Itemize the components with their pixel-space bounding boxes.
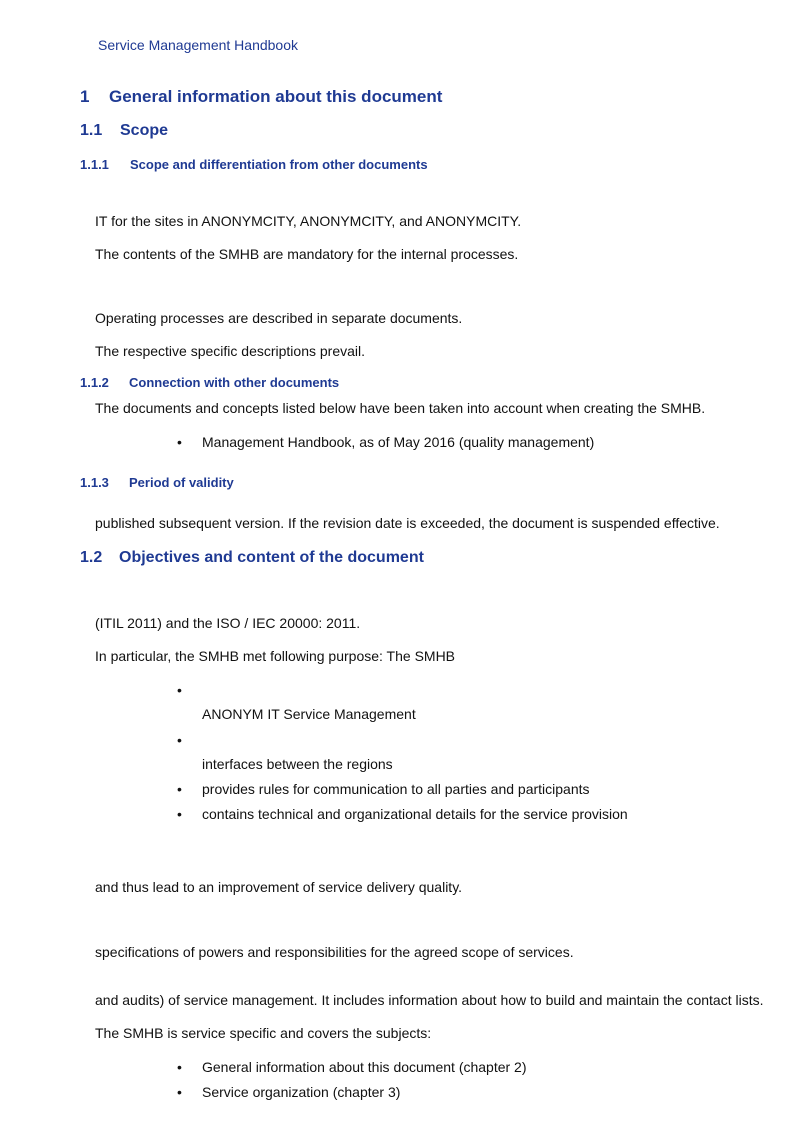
heading-number: 1.1.1 — [80, 157, 109, 172]
list-item — [0, 781, 793, 801]
heading-number: 1.1 — [80, 122, 103, 139]
heading-title: Objectives and content of the document — [119, 549, 424, 566]
heading-title: Period of validity — [129, 475, 234, 490]
list-item-text: Management Handbook, as of May 2016 (quality management) — [202, 434, 595, 450]
list-item — [0, 732, 793, 772]
bullet-icon: • — [177, 1084, 182, 1100]
list-item — [0, 1084, 793, 1104]
heading-number: 1.1.3 — [80, 475, 109, 490]
paragraph: The SMHB is service specific and covers the subjects: — [95, 1025, 432, 1041]
list-item — [0, 806, 793, 826]
list-item — [0, 682, 793, 722]
heading-title: Scope — [120, 122, 169, 139]
list-item-text: Service organization (chapter 3) — [202, 1084, 401, 1100]
heading-title: Scope and differentiation from other documents — [130, 157, 428, 172]
paragraph: and audits) of service management. It includes information about how to build and maintain the contact lists. — [95, 992, 764, 1008]
list-item-text: contains technical and organizational details for the service provision — [202, 806, 628, 822]
heading-title: Connection with other documents — [129, 375, 340, 390]
bullet-icon: • — [177, 434, 182, 450]
list-item-text: provides rules for communication to all parties and participants — [202, 781, 590, 797]
paragraph: (ITIL 2011) and the ISO / IEC 20000: 2011. — [95, 615, 361, 631]
list-item — [0, 1059, 793, 1079]
list-item-text: ANONYM IT Service Management — [202, 706, 416, 722]
bullet-icon: • — [177, 781, 182, 797]
paragraph: published subsequent version. If the revision date is exceeded, the document is suspended effective. — [95, 515, 720, 531]
paragraph: In particular, the SMHB met following purpose: The SMHB — [95, 648, 456, 664]
running-header: Service Management Handbook — [98, 37, 299, 53]
paragraph: The contents of the SMHB are mandatory for the internal processes. — [95, 246, 519, 262]
list-item — [0, 434, 793, 454]
heading-number: 1.1.2 — [80, 375, 109, 390]
heading-number: 1 — [80, 87, 90, 106]
paragraph: and thus lead to an improvement of service delivery quality. — [95, 879, 463, 895]
heading-number: 1.2 — [80, 549, 103, 566]
paragraph: IT for the sites in ANONYMCITY, ANONYMCITY, and ANONYMCITY. — [95, 213, 522, 229]
list-item-text: General information about this document (chapter 2) — [202, 1059, 527, 1075]
bullet-icon: • — [177, 806, 182, 822]
paragraph: specifications of powers and responsibilities for the agreed scope of services. — [95, 944, 574, 960]
bullet-icon: • — [177, 732, 182, 748]
bullet-icon: • — [177, 1059, 182, 1075]
paragraph: The respective specific descriptions prevail. — [95, 343, 366, 359]
list-item-text: interfaces between the regions — [202, 756, 393, 772]
paragraph: Operating processes are described in separate documents. — [95, 310, 463, 326]
bullet-icon: • — [177, 682, 182, 698]
heading-title: General information about this document — [109, 87, 443, 106]
paragraph: The documents and concepts listed below have been taken into account when creating the SMHB. — [95, 400, 706, 416]
